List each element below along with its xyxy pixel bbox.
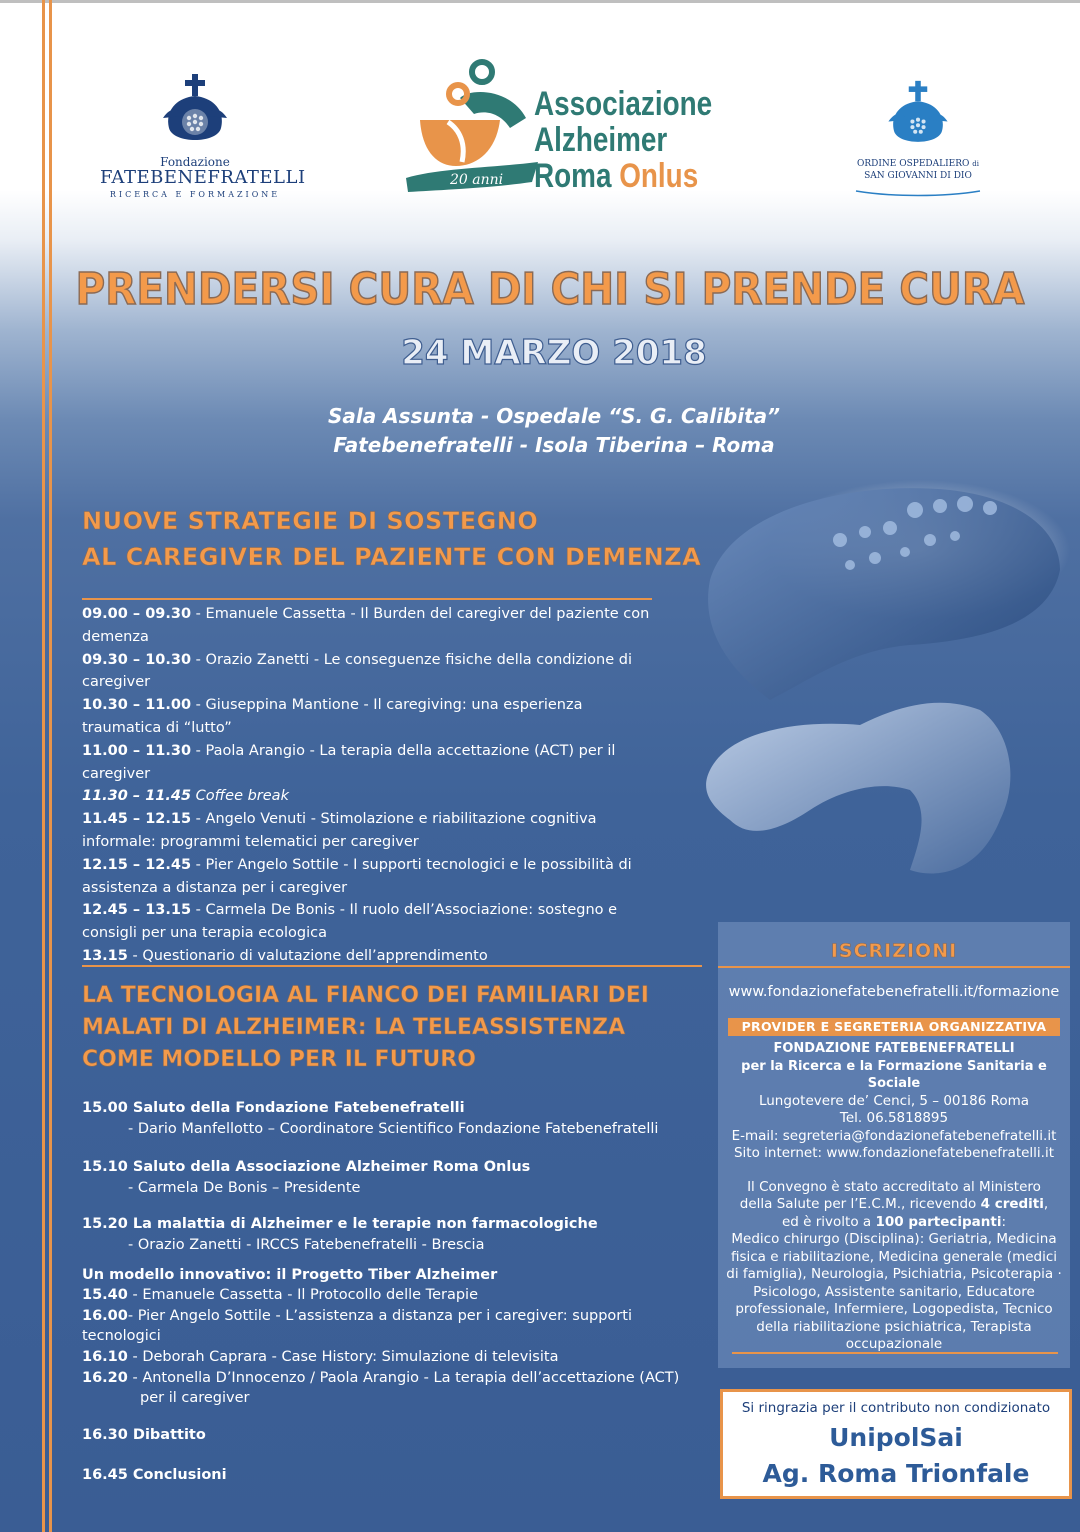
people-figure-icon	[400, 58, 540, 198]
schedule-item-break	[82, 785, 662, 808]
schedule-item	[82, 649, 662, 695]
program-heading: Un modello innovativo: il Progetto Tiber Alzheimer	[82, 1266, 498, 1283]
event-venue	[0, 402, 1080, 460]
org-subtitle: per la Ricerca e la Formazione Sanitaria e Sociale	[741, 1058, 1047, 1091]
schedule-item	[82, 899, 662, 945]
professions-list: Medico chirurgo (Disciplina): Geriatria, Medicina fisica e riabilitazione, Medicina generale (medici di famiglia), Neurologia, Psichiatria, Psicoterapia · Psicologo, Assistente sanitario, Educatore professionale, Infermiere, Logopedista, Tecnico della riabilitazione psichiatrica, Terapista occupazionale	[726, 1231, 1062, 1352]
schedule-time: 13.15	[82, 947, 128, 964]
hands-illustration	[690, 470, 1080, 910]
schedule-item	[82, 808, 662, 854]
program-time: 16.10	[82, 1348, 128, 1365]
schedule-item	[82, 740, 662, 786]
schedule-text: Coffee break	[191, 788, 289, 805]
schedule-time: 10.30 – 11.00	[82, 697, 192, 714]
program-text: - Pier Angelo Sottile - L’assistenza a distanza per i caregiver: supporti tecnologici	[82, 1307, 632, 1345]
iscrizioni-box	[718, 922, 1070, 1368]
aa-line1: Associazione	[534, 85, 713, 123]
schedule-text: - Paola Arangio - La terapia della accettazione (ACT) per il caregiver	[82, 742, 616, 782]
section2-title	[82, 980, 722, 1076]
event-title: PRENDERSI CURA DI CHI SI PRENDE CURA	[75, 264, 1025, 315]
program-heading: 15.00 Saluto della Fondazione Fatebenefratelli	[82, 1100, 465, 1116]
event-date: 24 MARZO 2018	[401, 333, 707, 373]
cross-pomegranate-icon	[155, 72, 235, 152]
schedule-item	[82, 854, 662, 900]
iscrizioni-details	[718, 1040, 1070, 1354]
schedule-time: 11.45 – 12.15	[82, 811, 192, 828]
ordine-line1: ORDINE OSPEDALIERO di	[857, 159, 979, 169]
schedule-text: - Giuseppina Mantione - Il caregiving: una esperienza traumatica di “lutto”	[82, 697, 583, 736]
iscrizioni-bottom-rule	[732, 1352, 1058, 1354]
section2-title-line3: COME MODELLO PER IL FUTURO	[82, 1047, 476, 1072]
aa-onlus: Onlus	[619, 157, 699, 195]
org-tel: Tel. 06.5818895	[839, 1110, 949, 1126]
program-item	[82, 1347, 702, 1368]
fbf-subtitle: RICERCA E FORMAZIONE	[109, 190, 281, 199]
accreditation-text: Il Convegno è stato accreditato al Ministero della Salute per l’E.C.M., ricevendo 4 crediti,	[739, 1178, 1049, 1212]
schedule-item	[82, 694, 662, 740]
section1-rule	[82, 598, 652, 600]
program-speaker: - Orazio Zanetti - IRCCS Fatebenefratelli - Brescia	[128, 1236, 485, 1253]
section1-schedule	[82, 603, 662, 968]
ordine-swoosh	[852, 189, 984, 197]
program-text: - Deborah Caprara - Case History: Simulazione di televisita	[127, 1348, 559, 1365]
program-text: - Antonella D’Innocenzo / Paola Arangio - La terapia dell’accettazione (ACT)	[127, 1369, 680, 1386]
sponsor-box	[720, 1389, 1072, 1499]
ordine-ospedaliero-logo	[852, 78, 984, 201]
audience-text: ed è rivolto a 100 partecipanti:	[781, 1213, 1007, 1230]
schedule-time: 09.00 – 09.30	[82, 606, 192, 622]
org-site[interactable]: Sito internet: www.fondazionefatebenefratelli.it	[733, 1145, 1055, 1161]
program-item-continued: per il caregiver	[140, 1390, 250, 1407]
sponsor-note: Si ringrazia per il contributo non condizionato	[741, 1400, 1051, 1416]
section2-program	[82, 1098, 702, 1486]
aa-line3	[534, 158, 712, 194]
section2-rule	[82, 965, 702, 967]
schedule-time: 11.00 – 11.30	[82, 742, 192, 759]
program-time: 16.00	[82, 1307, 128, 1324]
program-speaker: - Dario Manfellotto – Coordinatore Scientifico Fondazione Fatebenefratelli	[128, 1120, 659, 1137]
section1-title	[82, 503, 701, 575]
schedule-time: 11.30 – 11.45	[82, 788, 192, 805]
schedule-time: 12.45 – 13.15	[82, 902, 192, 919]
venue-line1: Sala Assunta - Ospedale “S. G. Calibita”	[327, 404, 781, 428]
iscrizioni-rule	[718, 966, 1070, 968]
partecipanti: 100 partecipanti	[875, 1213, 1002, 1230]
iscrizioni-website[interactable]: www.fondazionefatebenefratelli.it/formazione	[728, 984, 1060, 1000]
schedule-time: 12.15 – 12.45	[82, 856, 192, 873]
fbf-fondazione-label: Fondazione	[160, 155, 230, 169]
section2-title-line2: MALATI DI ALZHEIMER: LA TELEASSISTENZA	[82, 1015, 626, 1040]
venue-line2: Fatebenefratelli - Isola Tiberina – Roma	[333, 433, 775, 457]
section1-title-line2: AL CAREGIVER DEL PAZIENTE CON DEMENZA	[82, 543, 702, 571]
program-heading: 15.20 La malattia di Alzheimer e le terapie non farmacologiche	[82, 1216, 598, 1233]
aa-roma: Roma	[534, 157, 620, 195]
program-heading: 15.10 Saluto della Associazione Alzheimer Roma Onlus	[82, 1159, 531, 1176]
schedule-item	[82, 603, 662, 649]
schedule-text: - Orazio Zanetti - Le conseguenze fisiche della condizione di caregiver	[82, 651, 633, 691]
ordine-line2: SAN GIOVANNI DI DIO	[864, 171, 972, 181]
fatebenefratelli-logo	[100, 72, 306, 199]
associazione-name	[534, 86, 712, 194]
program-item	[82, 1368, 702, 1389]
program-time: 16.20	[82, 1369, 128, 1386]
org-address: Lungotevere de’ Cenci, 5 – 00186 Roma	[758, 1092, 1030, 1109]
program-time: 15.40	[82, 1287, 128, 1304]
left-stripe-1	[42, 0, 45, 1532]
section2-title-line1: LA TECNOLOGIA AL FIANCO DEI FAMILIARI DEI	[82, 983, 649, 1008]
program-item	[82, 1306, 702, 1347]
org-email[interactable]: E-mail: segreteria@fondazionefatebenefratelli.it	[731, 1127, 1057, 1144]
program-dibattito: 16.30 Dibattito	[82, 1426, 206, 1443]
section1-title-line1: NUOVE STRATEGIE DI SOSTEGNO	[82, 507, 539, 535]
program-item	[82, 1285, 702, 1306]
associazione-alzheimer-logo	[400, 58, 730, 208]
program-conclusioni: 16.45 Conclusioni	[82, 1467, 227, 1484]
iscrizioni-title: ISCRIZIONI	[830, 940, 958, 962]
badge-20-anni: 20 anni	[450, 172, 504, 188]
aa-line2: Alzheimer	[534, 121, 668, 159]
schedule-time: 09.30 – 10.30	[82, 651, 192, 668]
program-speaker: - Carmela De Bonis – Presidente	[128, 1179, 361, 1196]
top-border	[0, 0, 1080, 3]
schedule-text: - Pier Angelo Sottile - I supporti tecnologici e le possibilità di assistenza a distanza per i caregiver	[82, 856, 632, 896]
sponsor-agency: Ag. Roma Trionfale	[762, 1459, 1030, 1488]
schedule-text: - Carmela De Bonis - Il ruolo dell’Associazione: sostegno e consigli per una terapia ecologica	[82, 902, 618, 942]
provider-label: PROVIDER E SEGRETERIA ORGANIZZATIVA	[728, 1018, 1060, 1036]
sponsor-name: UnipolSai	[829, 1423, 963, 1452]
fbf-name: FATEBENEFRATELLI	[100, 167, 306, 188]
schedule-text: - Questionario di valutazione dell’apprendimento	[127, 947, 488, 964]
cross-pomegranate-icon	[881, 78, 955, 154]
schedule-text: - Emanuele Cassetta - Il Burden del caregiver del paziente con demenza	[82, 606, 650, 645]
program-text: - Emanuele Cassetta - Il Protocollo delle Terapie	[127, 1287, 478, 1304]
org-name: FONDAZIONE FATEBENEFRATELLI	[773, 1041, 1015, 1056]
schedule-text: - Angelo Venuti - Stimolazione e riabilitazione cognitiva informale: programmi telematici per caregiver	[82, 811, 597, 850]
crediti: 4 crediti	[980, 1196, 1044, 1212]
left-stripe-2	[49, 0, 52, 1532]
